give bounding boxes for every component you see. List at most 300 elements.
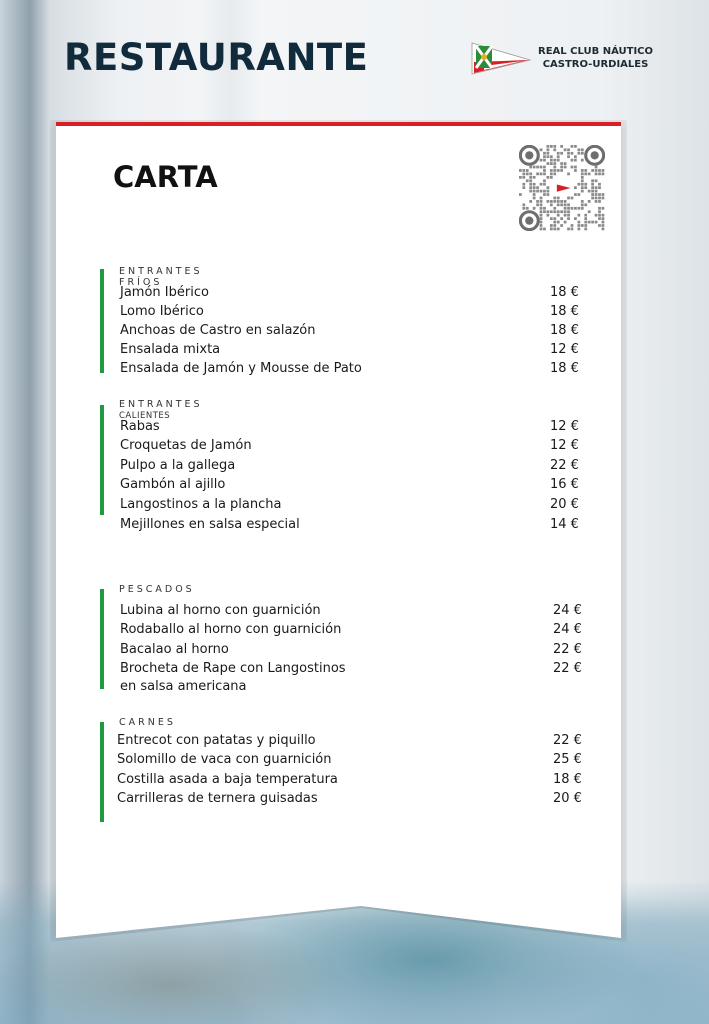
qr-module [557,214,560,217]
qr-module [602,228,605,231]
qr-module [526,179,529,182]
menu-item-price: 16 € [550,477,579,492]
qr-module [581,200,584,203]
qr-module [543,159,546,162]
qr-module [577,148,580,151]
qr-module [557,221,560,224]
qr-module [536,203,539,206]
qr-module [547,214,550,217]
qr-module [540,166,543,169]
qr-module [591,193,594,196]
qr-module [577,207,580,210]
qr-module [567,207,570,210]
menu-item-name: Gambón al ajillo [120,477,226,492]
menu-item-name: Pulpo a la gallega [120,458,236,473]
menu-item-name: Jamón Ibérico [120,285,209,300]
qr-module [522,183,525,186]
qr-module [522,176,525,179]
qr-finder-pattern [520,146,538,164]
qr-module [591,221,594,224]
menu-item-price: 12 € [550,438,579,453]
qr-module [550,159,553,162]
menu-item-name: Mejillones en salsa especial [120,517,300,532]
qr-module [598,210,601,213]
qr-module [567,152,570,155]
qr-module [533,207,536,210]
qr-module [591,183,594,186]
qr-module [584,169,587,172]
menu-item-name: Lubina al horno con guarnición [120,603,321,618]
qr-module [567,214,570,217]
qr-module [533,197,536,200]
qr-module [540,197,543,200]
qr-module [598,197,601,200]
section-accent-bar [100,589,104,689]
qr-module [595,221,598,224]
qr-module [595,190,598,193]
qr-module [553,207,556,210]
qr-module [553,148,556,151]
qr-module [577,152,580,155]
qr-module [584,221,587,224]
qr-module [557,197,560,200]
menu-item-price: 12 € [550,342,579,357]
qr-module [571,228,574,231]
qr-module [560,152,563,155]
qr-module [540,200,543,203]
qr-module [574,155,577,158]
qr-module [560,166,563,169]
qr-module [529,186,532,189]
qr-module [540,224,543,227]
menu-item-name: Ensalada mixta [120,342,221,357]
qr-module [602,207,605,210]
qr-module [598,214,601,217]
menu-item-price: 14 € [550,517,579,532]
qr-module [574,169,577,172]
qr-module [529,179,532,182]
qr-module [564,207,567,210]
menu-item-price: 12 € [550,419,579,434]
qr-module [571,152,574,155]
qr-module [557,155,560,158]
qr-module [560,210,563,213]
qr-module [533,186,536,189]
qr-module [560,162,563,165]
qr-module [567,155,570,158]
qr-module [550,145,553,148]
card-top-border [56,122,621,126]
menu-item-price: 24 € [553,603,582,618]
qr-module [588,221,591,224]
qr-module [519,193,522,196]
qr-module [574,193,577,196]
section-heading: CARNES [119,717,176,728]
qr-module [595,173,598,176]
qr-module [591,197,594,200]
menu-item-price: 18 € [550,323,579,338]
qr-module [577,193,580,196]
qr-module [553,197,556,200]
qr-module [547,148,550,151]
menu-item-name: Carrilleras de ternera guisadas [117,791,318,806]
qr-module [602,197,605,200]
qr-module [588,210,591,213]
qr-module [557,228,560,231]
qr-module [547,162,550,165]
section-heading-suffix: CALIENTES [119,411,171,421]
club-brand [470,40,653,76]
qr-module [553,224,556,227]
qr-module [577,228,580,231]
menu-item-name-line2: en salsa americana [120,679,247,694]
menu-item-price: 20 € [550,497,579,512]
qr-module [581,224,584,227]
menu-item-name: Entrecot con patatas y piquillo [117,733,316,748]
qr-module [550,173,553,176]
qr-module [581,169,584,172]
qr-module [543,210,546,213]
qr-module [540,217,543,220]
qr-module [543,166,546,169]
menu-item-name: Croquetas de Jamón [120,438,252,453]
qr-module [550,169,553,172]
qr-module [595,169,598,172]
qr-module [571,207,574,210]
section-heading: ENTRANTES FRÍOS [119,266,203,288]
menu-item-price: 18 € [550,304,579,319]
qr-module [584,186,587,189]
club-pennant-logo [470,40,532,76]
qr-module [598,217,601,220]
qr-module [519,169,522,172]
qr-module [553,162,556,165]
qr-module [543,193,546,196]
qr-module [574,159,577,162]
qr-module [577,221,580,224]
qr-module [519,176,522,179]
qr-module [602,221,605,224]
qr-module [557,210,560,213]
qr-module [595,179,598,182]
qr-module [602,214,605,217]
qr-module [581,148,584,151]
qr-module [547,155,550,158]
qr-module [581,190,584,193]
qr-module [581,203,584,206]
qr-module [540,203,543,206]
qr-center-logo [557,185,571,192]
qr-module [526,207,529,210]
qr-module [522,186,525,189]
qr-module [547,152,550,155]
menu-item-name: Lomo Ibérico [120,304,204,319]
section-accent-bar [100,722,104,822]
qr-module [581,207,584,210]
menu-item-price: 22 € [553,661,582,676]
qr-module [529,176,532,179]
qr-module [543,190,546,193]
qr-module [598,186,601,189]
qr-module [550,200,553,203]
menu-item-price: 22 € [553,733,582,748]
qr-module [543,152,546,155]
qr-module [529,166,532,169]
qr-module [598,207,601,210]
qr-module [560,145,563,148]
qr-module [533,183,536,186]
qr-module [553,200,556,203]
qr-module [588,190,591,193]
qr-module [540,159,543,162]
qr-module [567,217,570,220]
qr-module [564,162,567,165]
qr-module [581,152,584,155]
qr-module [574,207,577,210]
qr-module [581,176,584,179]
qr-module [602,169,605,172]
qr-module [547,200,550,203]
qr-module [557,159,560,162]
qr-module [591,190,594,193]
qr-module [553,221,556,224]
qr-module [540,173,543,176]
qr-module [540,207,543,210]
qr-module [543,207,546,210]
qr-module [533,166,536,169]
qr-module [550,224,553,227]
menu-item-name: Brocheta de Rape con Langostinos [120,661,346,676]
qr-module [574,166,577,169]
qr-module [567,197,570,200]
qr-module [536,186,539,189]
qr-module [595,186,598,189]
qr-module [543,169,546,172]
qr-module [543,155,546,158]
qr-module [595,166,598,169]
qr-module [529,200,532,203]
qr-module [584,203,587,206]
qr-module [574,186,577,189]
qr-module [564,148,567,151]
qr-module [560,224,563,227]
menu-item-price: 25 € [553,752,582,767]
section-accent-bar [100,405,104,515]
menu-item-price: 22 € [550,458,579,473]
qr-module [526,173,529,176]
qr-module [536,200,539,203]
qr-module [553,166,556,169]
qr-module [536,173,539,176]
qr-module [547,186,550,189]
menu-item-price: 18 € [550,285,579,300]
qr-module [602,193,605,196]
qr-module [557,152,560,155]
menu-item-name: Bacalao al horno [120,642,229,657]
qr-module [543,183,546,186]
qr-module [540,148,543,151]
qr-module [584,217,587,220]
qr-module [533,190,536,193]
qr-module [564,200,567,203]
qr-module [533,193,536,196]
qr-module [529,190,532,193]
qr-module [571,145,574,148]
qr-module [595,193,598,196]
menu-item-price: 22 € [553,642,582,657]
qr-module [574,145,577,148]
qr-module [571,224,574,227]
qr-module [595,214,598,217]
qr-finder-pattern [520,212,538,230]
qr-module [595,200,598,203]
qr-module [581,183,584,186]
qr-module [581,179,584,182]
qr-module [577,183,580,186]
qr-module [553,145,556,148]
qr-module [543,179,546,182]
section-heading-main: ENTRANTES [119,399,203,410]
qr-module [547,193,550,196]
qr-module [547,145,550,148]
qr-module [553,210,556,213]
qr-module [598,173,601,176]
qr-module [584,224,587,227]
qr-finder-pattern [586,146,604,164]
menu-item-name: Rodaballo al horno con guarnición [120,622,342,637]
menu-item-name: Solomillo de vaca con guarnición [117,752,332,767]
menu-item-price: 24 € [553,622,582,637]
qr-module [595,197,598,200]
qr-module [571,197,574,200]
qr-module [547,190,550,193]
qr-module [584,228,587,231]
menu-item-price: 20 € [553,791,582,806]
qr-module [522,203,525,206]
brand-name-line1: REAL CLUB NÁUTICO [538,46,654,57]
menu-item-name: Langostinos a la plancha [120,497,282,512]
qr-module [598,224,601,227]
qr-module [553,228,556,231]
qr-module [598,183,601,186]
section-heading: PESCADOS [119,584,195,595]
qr-module [602,173,605,176]
qr-module [571,166,574,169]
qr-module [540,221,543,224]
qr-module [557,169,560,172]
menu-item-name: Ensalada de Jamón y Mousse de Pato [120,361,362,376]
qr-module [529,183,532,186]
qr-module [584,183,587,186]
qr-module [560,203,563,206]
qr-module [564,166,567,169]
qr-module [598,200,601,203]
qr-module [550,176,553,179]
qr-module [522,169,525,172]
qr-module [567,210,570,213]
qr-module [560,200,563,203]
qr-module [540,214,543,217]
qr-module [602,217,605,220]
qr-module [553,173,556,176]
qr-module [553,169,556,172]
qr-module [577,214,580,217]
page-title: RESTAURANTE [64,36,369,79]
menu-title: CARTA [113,160,218,194]
qr-module [564,221,567,224]
qr-module [560,217,563,220]
qr-module [550,162,553,165]
section-heading [119,399,203,421]
menu-item-name: Anchoas de Castro en salazón [120,323,316,338]
qr-module [591,186,594,189]
qr-module [567,148,570,151]
qr-module [550,228,553,231]
menu-item-name: Costilla asada a baja temperatura [117,772,338,787]
qr-module [553,217,556,220]
qr-module [536,190,539,193]
qr-module [522,173,525,176]
qr-module [560,169,563,172]
qr-module [598,193,601,196]
menu-item-name: Rabas [120,419,160,434]
section-accent-bar [100,269,104,373]
qr-code-icon[interactable] [519,145,605,231]
menu-item-price: 18 € [550,361,579,376]
qr-module [567,203,570,206]
qr-module [564,214,567,217]
qr-module [581,173,584,176]
qr-module [581,186,584,189]
qr-module [522,207,525,210]
qr-module [529,173,532,176]
qr-module [567,173,570,176]
qr-module [557,200,560,203]
qr-module [536,166,539,169]
qr-module [540,190,543,193]
qr-module [540,228,543,231]
qr-module [557,203,560,206]
qr-module [588,200,591,203]
qr-module [564,210,567,213]
qr-module [550,203,553,206]
qr-module [598,169,601,172]
qr-module [526,169,529,172]
qr-module [553,159,556,162]
qr-module [584,214,587,217]
qr-module [591,179,594,182]
qr-module [540,183,543,186]
menu-item-price: 18 € [553,772,582,787]
qr-module [581,159,584,162]
qr-module [564,203,567,206]
qr-module [584,173,587,176]
qr-module [577,224,580,227]
qr-module [567,228,570,231]
qr-module [571,159,574,162]
qr-module [533,176,536,179]
qr-module [547,210,550,213]
qr-module [588,173,591,176]
qr-module [543,228,546,231]
qr-module [550,210,553,213]
qr-module [543,173,546,176]
qr-module [550,155,553,158]
brand-name-line2: CASTRO-URDIALES [542,59,649,70]
qr-module [540,210,543,213]
qr-module [591,169,594,172]
qr-module [550,217,553,220]
